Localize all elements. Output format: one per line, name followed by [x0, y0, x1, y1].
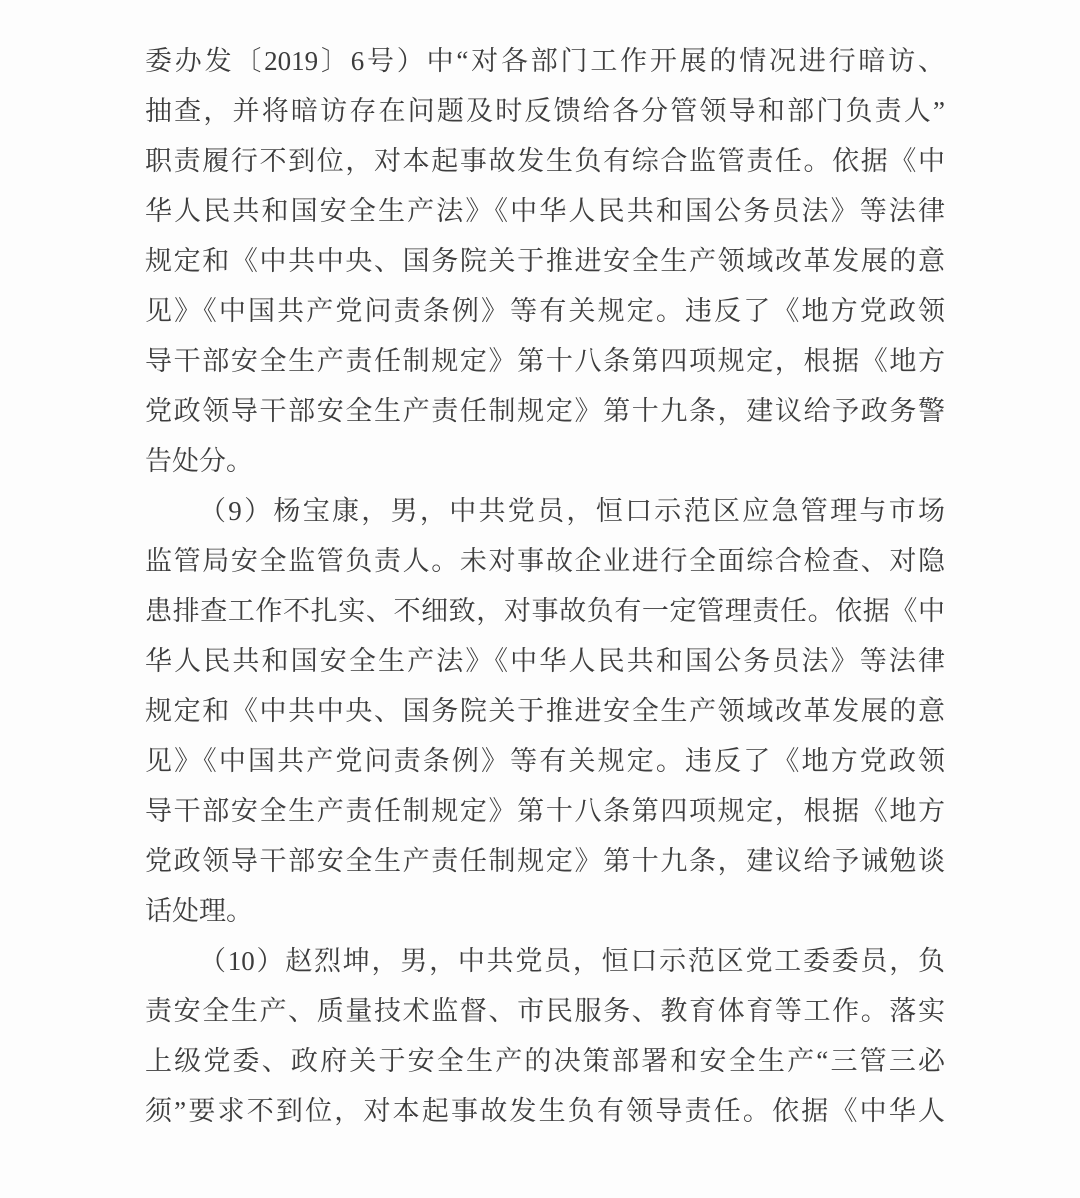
text-line: 见》《中国共产党问责条例》等有关规定。违反了《地方党政领	[145, 296, 945, 326]
text-line: 党政领导干部安全生产责任制规定》第十九条，建议给予政务警	[145, 396, 945, 426]
document-text-block	[145, 36, 945, 1136]
text-line: 责安全生产、质量技术监督、市民服务、教育体育等工作。落实	[145, 996, 945, 1026]
text-line: 委办发〔2019〕6号）中“对各部门工作开展的情况进行暗访、	[145, 46, 945, 76]
text-line: 须”要求不到位，对本起事故发生负有领导责任。依据《中华人	[145, 1096, 945, 1126]
text-line: 患排查工作不扎实、不细致，对事故负有一定管理责任。依据《中	[145, 596, 945, 626]
text-line: （10）赵烈坤，男，中共党员，恒口示范区党工委委员，负	[199, 946, 945, 976]
text-line: 规定和《中共中央、国务院关于推进安全生产领域改革发展的意	[145, 696, 945, 726]
paragraph	[145, 36, 945, 486]
text-line: 告处分。	[145, 446, 253, 476]
text-line: 抽查，并将暗访存在问题及时反馈给各分管领导和部门负责人”	[145, 96, 945, 126]
text-line: 见》《中国共产党问责条例》等有关规定。违反了《地方党政领	[145, 746, 945, 776]
text-line: 上级党委、政府关于安全生产的决策部署和安全生产“三管三必	[145, 1046, 945, 1076]
text-line: 规定和《中共中央、国务院关于推进安全生产领域改革发展的意	[145, 246, 945, 276]
text-line: 党政领导干部安全生产责任制规定》第十九条，建议给予诫勉谈	[145, 846, 945, 876]
text-line: 导干部安全生产责任制规定》第十八条第四项规定，根据《地方	[145, 346, 945, 376]
text-line: 话处理。	[145, 896, 253, 926]
paragraph	[145, 936, 945, 1136]
paragraph	[145, 486, 945, 936]
text-line: 职责履行不到位，对本起事故发生负有综合监管责任。依据《中	[145, 146, 945, 176]
text-line: 导干部安全生产责任制规定》第十八条第四项规定，根据《地方	[145, 796, 945, 826]
text-line: 华人民共和国安全生产法》《中华人民共和国公务员法》等法律	[145, 196, 945, 226]
text-line: 华人民共和国安全生产法》《中华人民共和国公务员法》等法律	[145, 646, 945, 676]
text-line: （9）杨宝康，男，中共党员，恒口示范区应急管理与市场	[199, 496, 945, 526]
text-line: 监管局安全监管负责人。未对事故企业进行全面综合检查、对隐	[145, 546, 945, 576]
